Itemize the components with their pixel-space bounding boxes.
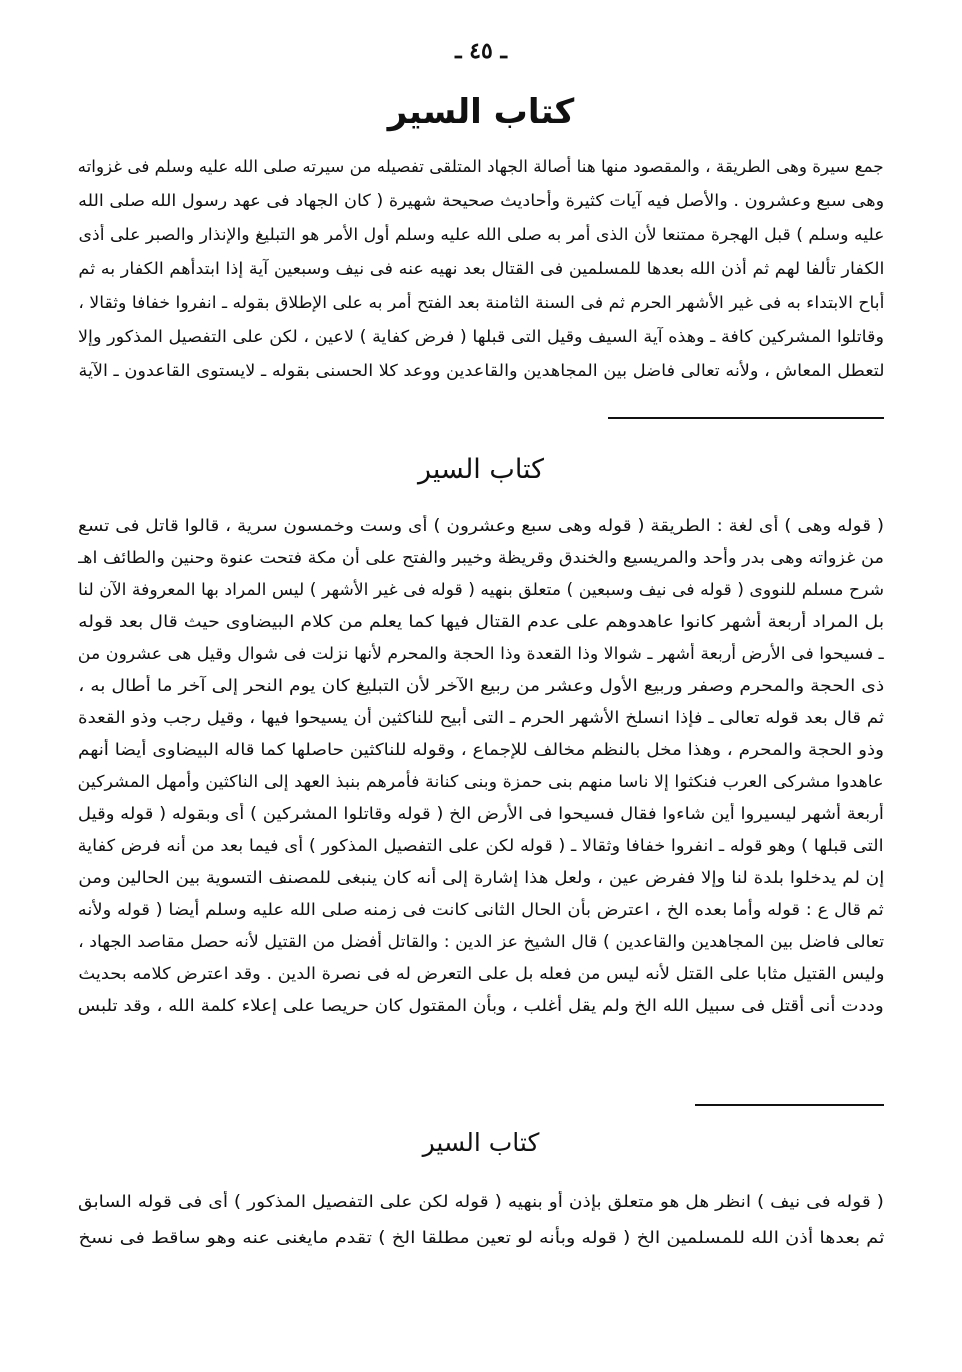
text-line: أربعة أشهر ليسيروا أين شاءوا فقال فسيحوا فى الأرض الخ ( قوله وقاتلوا المشركين ) أى وبقوله ( قوله وقيل	[78, 804, 884, 823]
text-line: عاهدوا مشركى العرب فنكثوا إلا ناسا منهم بنى حمزة وبنى كنانة فأمرهم بنبذ العهد إلى الناكثين وأمهل المشركين	[78, 772, 884, 791]
text-line: ثم قال بعد قوله تعالى ـ فإذا انسلخ الأشهر الحرم ـ التى أبيح للناكثين أن يسيحوا فيها ، وقيل رجب وذو القعدة	[78, 708, 884, 727]
section-title-gloss: كتاب السير	[422, 1128, 540, 1157]
text-line: لتعطل المعاش ، ولأنه تعالى فاضل بين المجاهدين والقاعدين ووعد كلا الحسنى بقوله ـ لايستوى القاعدون ـ الآية	[78, 361, 884, 380]
text-line: من غزواته وهى بدر وأحد والمريسيع والخندق وقريظة وخيبر والفتح على أن مكة فتحت عنوة وحنين والطائف اهـ	[78, 548, 884, 567]
text-line: عليه وسلم ) قبل الهجرة ممتنعا لأن الذى أمر به صلى الله عليه وسلم أول الأمر هو التبليغ والإنذار والصبر على أذى	[78, 225, 884, 244]
section-divider	[695, 1104, 884, 1106]
section-title-main: كتاب السير	[387, 92, 575, 132]
gloss-text	[78, 1184, 884, 1256]
text-line: ثم بعدها أذن الله للمسلمين الخ ( قوله وبأنه لو تعين مطلقا الخ ) تقدم مايغنى عنه وهو ساقط فى نسخ	[78, 1228, 884, 1247]
text-line: وليس القتيل مثابا على القتل لأنه ليس من فعله بل على التعرض له فى نصرة الدين . وقد اعترض كلامه بحديث	[78, 964, 884, 983]
section-title-commentary: كتاب السير	[417, 454, 545, 485]
text-line: تعالى فاضل بين المجاهدين والقاعدين ) قال الشيخ عز الدين : والقاتل أفضل من القتيل لأنه حصل مقاصد الجهاد ،	[78, 932, 884, 951]
text-line: وذو الحجة والمحرم ، وهذا مخل بالنظم مخالف للإجماع ، وقوله للناكثين حاصلها كما قاله البيضاوى أيضا أنهم	[78, 740, 884, 759]
page-number: ـ ٤٥ ـ	[455, 38, 507, 64]
text-line: ( قوله وهى ) أى لغة : الطريقة ( قوله وهى سبع وعشرون ) أى وست وخمسون سرية ، قالوا قاتل فى تسع	[78, 516, 884, 535]
text-line: وهى سبع وعشرون . والأصل فيه آيات كثيرة وأحاديث صحيحة شهيرة ( كان الجهاد فى عهد رسول الله صلى الله	[78, 191, 884, 210]
text-line: الكفار تألفا لهم ثم أذن الله بعدها للمسلمين فى القتال بعد نهيه عنه فى نيف وسبعين آية إذا ابتدأهم الكفار به ثم	[78, 259, 884, 278]
text-line: ( قوله فى نيف ) انظر هل هو متعلق بإذن أو بنهيه ( قوله لكن على التفصيل المذكور ) أى فى قوله السابق	[78, 1192, 884, 1211]
text-line: جمع سيرة وهى الطريقة ، والمقصود منها هنا أصالة الجهاد المتلقى تفصيله من سيرته صلى الله عليه وسلم فى غزواته	[78, 157, 884, 176]
text-line: أباح الابتداء به فى غير الأشهر الحرم ثم فى السنة الثامنة بعد الفتح أمر به على الإطلاق بقوله ـ انفروا خفافا وثقالا ،	[78, 293, 884, 312]
text-line: التى قبلها ) وهو قوله ـ انفروا خفافا وثقالا ـ ( قوله لكن على التفصيل المذكور ) أى فيما بعد من أنه فرض كفاية	[78, 836, 884, 855]
text-line: ذى الحجة والمحرم وصفر وربيع الأول وعشر من ربيع الآخر لأن التبليغ كان يوم النحر إلى آخر ما أطال به ،	[78, 676, 884, 695]
text-line: بل المراد أربعة أشهر كانوا عاهدوهم على عدم القتال فيها كما يعلم من كلام البيضاوى حيث قال بعد قوله	[78, 612, 884, 631]
text-line: شرح مسلم للنووى ( قوله فى نيف وسبعين ) متعلق بنهيه ( قوله فى غير الأشهر ) ليس المراد بها المعروفة الآن لنا	[78, 580, 884, 599]
section-divider	[608, 417, 884, 419]
text-line: ـ فسيحوا فى الأرض أربعة أشهر ـ شوالا وذا القعدة وذا الحجة والمحرم لأنها نزلت فى شوال وقيل هى عشرون من	[78, 644, 884, 663]
commentary-text	[78, 510, 884, 1022]
text-line: إن لم يدخلوا بلدة لنا وإلا ففرض عين ، ولعل هذا إشارة إلى أنه كان ينبغى للمصنف التسوية بين الحالين ومن	[78, 868, 884, 887]
text-line: وقاتلوا المشركين كافة ـ وهذه آية السيف وقيل التى قبلها ( فرض كفاية ) لاعين ، لكن على التفصيل المذكور وإلا	[78, 327, 884, 346]
main-text	[78, 150, 884, 388]
text-line: وددت أنى أقتل فى سبيل الله الخ ولم يقل أغلب ، وبأن المقتول كان حريصا على إعلاء كلمة الله ، وقد تلبس	[78, 996, 884, 1015]
text-line: ثم قال ع : قوله وأما بعده الخ ، اعترض بأن الحال الثانى كانت فى زمنه صلى الله عليه وسلم أيضا ( قوله ولأنه	[78, 900, 884, 919]
